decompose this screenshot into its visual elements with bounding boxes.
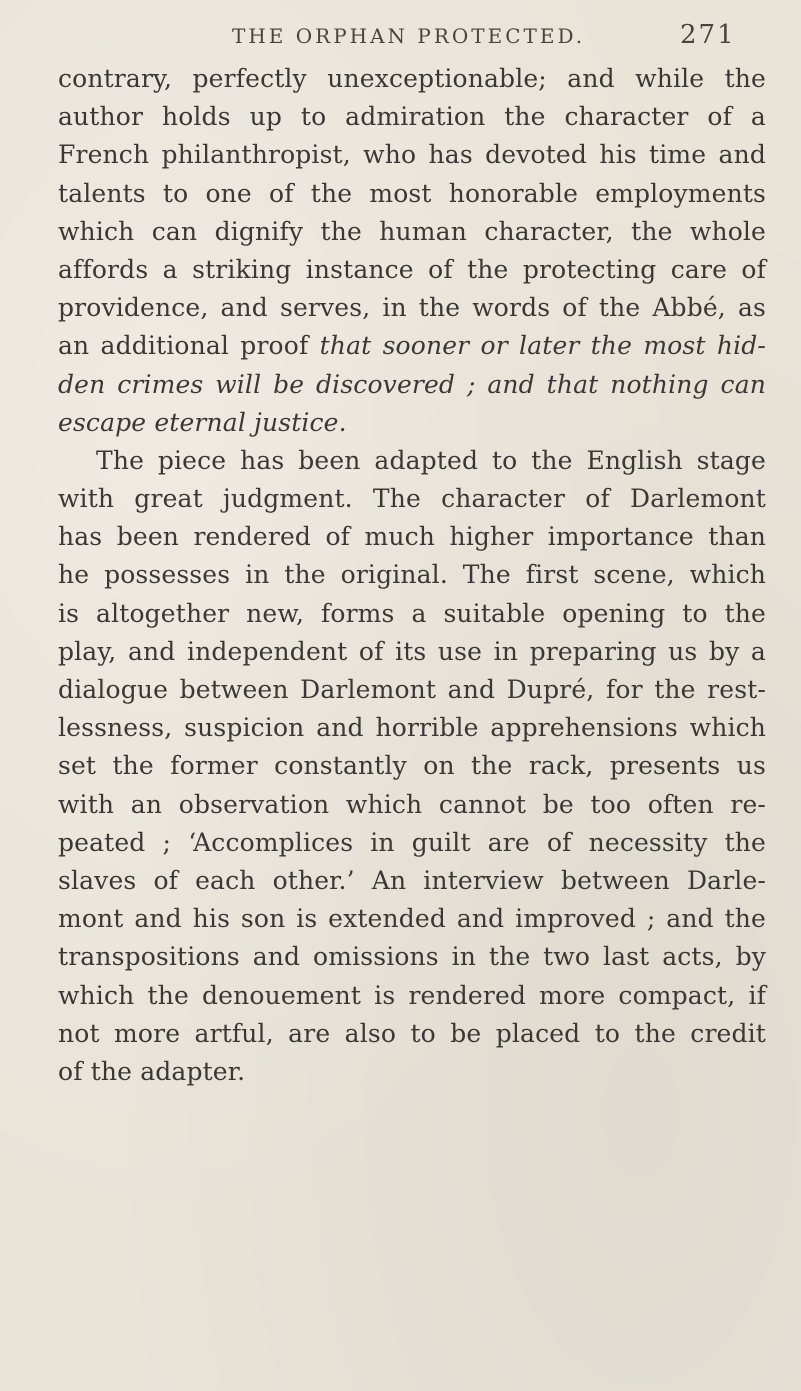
text-line: with great judgment. The character of Darlemont [58, 484, 766, 514]
text-line: lessness, suspicion and horrible apprehensions which [58, 713, 766, 743]
text-line: set the former constantly on the rack, presents us [58, 751, 766, 781]
text-line-italic: escape eternal justice. [58, 407, 347, 437]
paragraph-start-line: The piece has been adapted to the English stage [96, 445, 766, 475]
text-line: mont and his son is extended and improved ; and the [58, 904, 766, 934]
text-line: author holds up to admiration the character of a [58, 102, 766, 132]
text-line: French philanthropist, who has devoted his time and [58, 140, 766, 170]
text-line: not more artful, are also to be placed to the credit [58, 1018, 766, 1048]
text-line: has been rendered of much higher importance than [58, 522, 766, 552]
running-head [232, 18, 772, 58]
text-line-roman-part: an additional proof [58, 331, 309, 361]
text-line: affords a striking instance of the protecting care of [58, 254, 766, 284]
text-line: talents to one of the most honorable employments [58, 178, 766, 208]
text-line: play, and independent of its use in preparing us by a [58, 636, 766, 666]
text-line: which the denouement is rendered more compact, if [58, 980, 766, 1010]
text-line: dialogue between Darlemont and Dupré, for the rest- [58, 675, 766, 704]
text-line: transpositions and omissions in the two last acts, by [58, 942, 766, 972]
text-line: of the adapter. [58, 1056, 246, 1086]
text-line: he possesses in the original. The first scene, which [58, 560, 766, 590]
text-line: peated ; ‘Accomplices in guilt are of necessity the [58, 827, 766, 857]
text-line: providence, and serves, in the words of the Abbé, as [58, 293, 766, 323]
text-line: slaves of each other.’ An interview between Darle- [58, 865, 766, 895]
text-line: is altogether new, forms a suitable opening to the [58, 598, 766, 628]
text-line: which can dignify the human character, the whole [58, 216, 766, 246]
page-number: 271 [680, 20, 736, 50]
text-line: contrary, perfectly unexceptionable; and while the [58, 64, 766, 93]
text-line-italic: den crimes will be discovered ; and that nothing can [58, 369, 766, 399]
text-line: with an observation which cannot be too often re- [58, 789, 766, 819]
body-text [58, 60, 766, 1091]
running-title: THE ORPHAN PROTECTED. [232, 24, 586, 48]
text-line-italic-part: that sooner or later the most hid- [319, 331, 766, 361]
text-line-mixed [58, 327, 766, 365]
